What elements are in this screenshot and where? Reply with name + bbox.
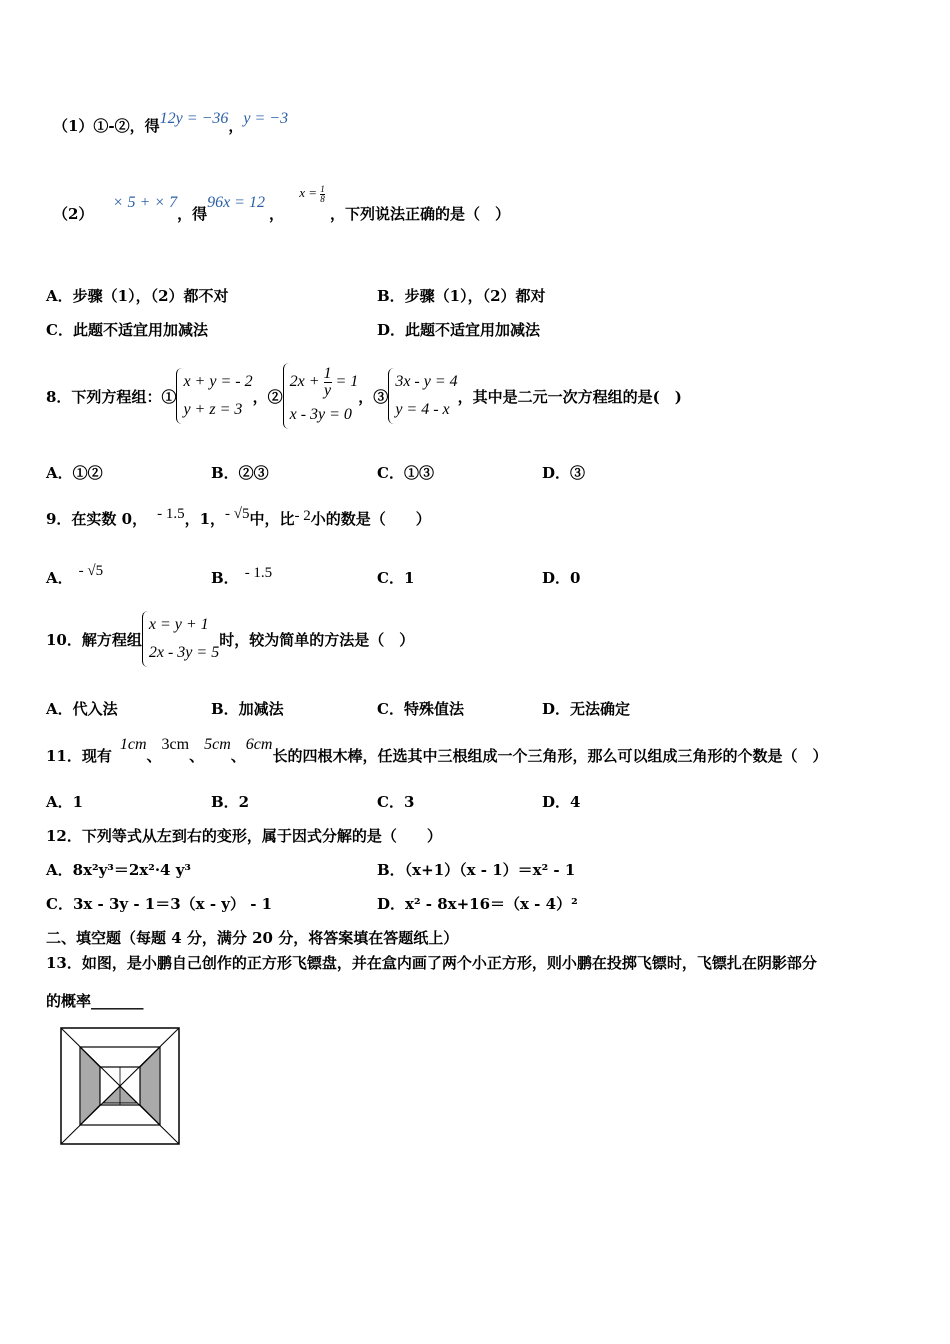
q11-option-b[interactable]: B．2	[211, 793, 250, 811]
q8-system-2: 2x + $\frac{1}{y}$ = 1 x - 3y = 0	[283, 363, 359, 429]
step-2-eq2: 96x = 12	[207, 194, 265, 211]
q10-line: 10．解方程组 x = y + 1 2x - 3y = 5 时，较为简单的方法是（ ）	[46, 610, 414, 668]
q9-option-b[interactable]: B． - 1.5	[211, 565, 273, 587]
q11-length-2: 3cm	[161, 736, 190, 753]
q10-option-b[interactable]: B．加减法	[211, 700, 284, 718]
q9-value-2: - √5	[225, 506, 250, 522]
step-2-line: （2） × 5 + × 7，得96x = 12， x = $\frac{1}{8}$ ，下列说法正确的是（ ）	[53, 183, 511, 223]
q7-option-c[interactable]: C．此题不适宜用加减法	[46, 321, 208, 339]
q7-option-a[interactable]: A．步骤（1），（2）都不对	[46, 287, 229, 305]
q8-system-1: x + y = - 2 y + z = 3	[176, 368, 252, 424]
q11-length-4: 6cm	[245, 736, 273, 753]
q12-option-d[interactable]: D．x² - 8x+16＝（x - 4）²	[377, 895, 578, 913]
q10-option-d[interactable]: D．无法确定	[542, 700, 631, 718]
q9-option-a[interactable]: A． - √5	[46, 563, 104, 587]
q12-option-c[interactable]: C．3x - 3y - 1＝3（x - y） - 1	[46, 895, 273, 913]
q11-option-a[interactable]: A．1	[46, 793, 84, 811]
q10-option-c[interactable]: C．特殊值法	[377, 700, 464, 718]
q11-option-d[interactable]: D．4	[542, 793, 581, 811]
step-1-line: （1）①-②，得12y = −36，y = −3	[53, 110, 289, 135]
step-1-eq2: y = −3	[243, 110, 289, 127]
q11-length-3: 5cm	[204, 736, 231, 753]
q10-option-a[interactable]: A．代入法	[46, 700, 118, 718]
q9-value-1: - 1.5	[157, 506, 185, 522]
step-2-eq3: x = $\frac{1}{8}$	[299, 183, 325, 204]
q10-system: x = y + 1 2x - 3y = 5	[142, 611, 219, 667]
q12-question: 12．下列等式从左到右的变形，属于因式分解的是（ ）	[46, 827, 442, 845]
q11-line: 11．现有1cm、3cm、5cm、6cm长的四根木棒，任选其中三根组成一个三角形，那么可以组成三角形的个数是（ ）	[46, 736, 828, 765]
q7-option-b[interactable]: B．步骤（1），（2）都对	[377, 287, 546, 305]
q7-option-d[interactable]: D．此题不适宜用加减法	[377, 321, 541, 339]
q13-line-1: 13．如图，是小鹏自己创作的正方形飞镖盘，并在盒内画了两个小正方形，则小鹏在投掷飞镖时，飞镖扎在阴影部分	[46, 954, 817, 972]
q12-option-b[interactable]: B．（x+1）（x - 1）＝x² - 1	[377, 861, 576, 879]
q8-option-a[interactable]: A．①②	[46, 464, 103, 482]
q8-option-d[interactable]: D．③	[542, 464, 586, 482]
q8-option-b[interactable]: B．②③	[211, 464, 269, 482]
q8-line: 8．下列方程组：① x + y = - 2 y + z = 3 ，② 2x + $\frac{1}{y}$ = 1 x - 3y = 0 ，③ 3x - y = 4 y = 4 - x ，其中是二元一次方程组的是( )	[46, 356, 682, 436]
q8-option-c[interactable]: C．①③	[377, 464, 434, 482]
dartboard-figure	[58, 1025, 182, 1147]
q13-line-2: 的概率_______	[46, 992, 144, 1010]
q9-option-c[interactable]: C．1	[377, 569, 415, 587]
q9-value-3: - 2	[294, 508, 311, 524]
step-2-eq1: × 5 + × 7	[112, 194, 178, 211]
section-2-title: 二、填空题（每题 4 分，满分 20 分，将答案填在答题纸上）	[46, 929, 459, 947]
q11-option-c[interactable]: C．3	[377, 793, 415, 811]
q9-line: 9．在实数 0， - 1.5，1，- √5中，比- 2小的数是（ ）	[46, 506, 431, 528]
q9-option-d[interactable]: D．0	[542, 569, 581, 587]
q11-length-1: 1cm	[119, 736, 147, 753]
q12-option-a[interactable]: A．8x²y³＝2x²·4 y³	[46, 861, 191, 879]
step-1-eq1: 12y = −36	[159, 110, 229, 127]
q8-system-3: 3x - y = 4 y = 4 - x	[388, 368, 457, 424]
